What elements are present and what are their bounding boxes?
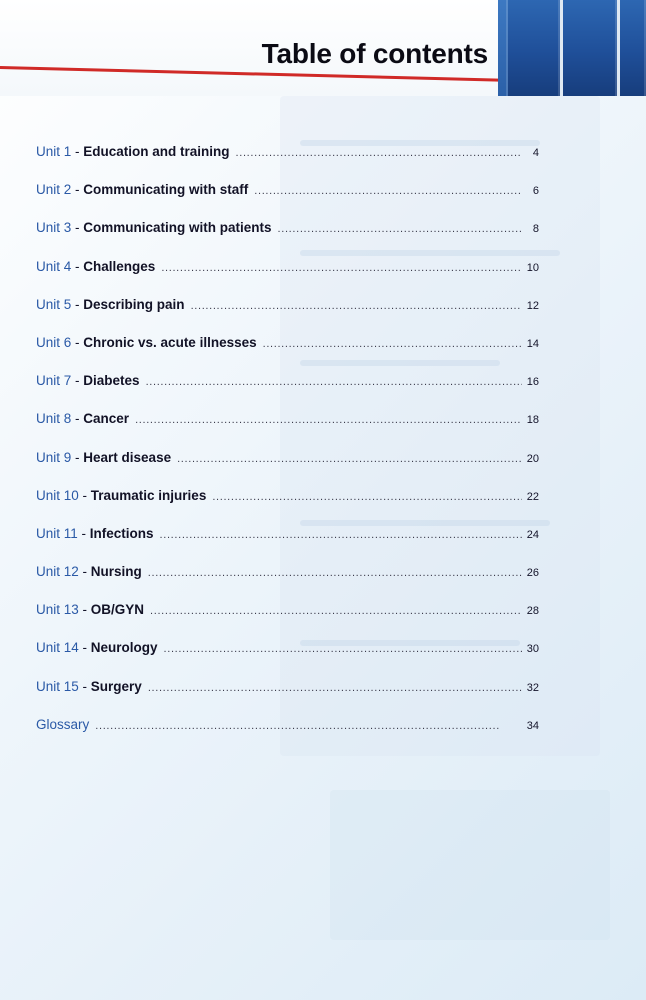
toc-separator: -	[71, 334, 84, 350]
toc-leader-dots	[148, 567, 522, 579]
toc-separator: -	[78, 564, 91, 580]
toc-topic: Communicating with patients	[83, 220, 272, 236]
toc-entry-glossary[interactable]	[36, 717, 539, 755]
toc-entry[interactable]	[36, 373, 539, 411]
toc-page-number: 18	[526, 414, 539, 427]
header-tab-decoration	[620, 0, 646, 96]
toc-leader-dots	[212, 491, 522, 503]
toc-separator: -	[78, 640, 91, 656]
toc-page-number: 10	[526, 261, 539, 274]
toc-topic: Education and training	[83, 144, 230, 159]
toc-entry[interactable]	[36, 297, 539, 335]
toc-separator: -	[71, 182, 84, 198]
background-art	[330, 790, 610, 940]
toc-topic: Surgery	[90, 678, 142, 694]
toc-entry[interactable]	[36, 640, 539, 678]
toc-separator: -	[71, 296, 84, 312]
toc-page-number: 24	[526, 528, 539, 541]
toc-topic: Describing pain	[83, 296, 185, 312]
toc-unit-label: Unit 5	[36, 296, 72, 312]
toc-list	[36, 144, 539, 755]
toc-page-number: 16	[526, 376, 539, 389]
toc-unit-label: Unit 10	[36, 487, 79, 503]
toc-page-number: 32	[526, 681, 539, 694]
toc-entry[interactable]	[36, 220, 539, 258]
toc-unit-label: Unit 1	[36, 144, 72, 159]
toc-page-number: 22	[526, 490, 539, 503]
toc-leader-dots	[191, 300, 522, 312]
toc-entry[interactable]	[36, 679, 539, 717]
toc-leader-dots	[236, 147, 522, 159]
toc-leader-dots	[177, 453, 522, 465]
toc-unit-label: Unit 9	[36, 449, 72, 465]
toc-topic: Heart disease	[83, 449, 172, 465]
toc-separator: -	[71, 373, 84, 389]
toc-entry[interactable]	[36, 411, 539, 449]
toc-topic: Neurology	[90, 640, 158, 656]
toc-entry[interactable]	[36, 182, 539, 220]
toc-page-number: 6	[532, 185, 539, 198]
toc-page-number: 26	[526, 567, 539, 580]
toc-topic: Infections	[89, 525, 154, 541]
toc-leader-dots	[148, 682, 522, 694]
toc-page-number: 30	[526, 643, 539, 656]
toc-topic: Cancer	[83, 411, 130, 427]
toc-separator: -	[71, 449, 84, 465]
toc-leader-dots	[146, 376, 522, 388]
header-tab-decoration	[563, 0, 617, 96]
toc-page-number: 4	[532, 147, 539, 159]
header-tab-decoration	[508, 0, 560, 96]
toc-leader-dots	[254, 185, 522, 197]
toc-separator: -	[71, 258, 84, 274]
toc-leader-dots	[161, 262, 522, 274]
toc-entry[interactable]	[36, 488, 539, 526]
toc-topic: Nursing	[90, 564, 142, 580]
toc-leader-dots	[95, 720, 522, 732]
toc-leader-dots	[135, 414, 522, 426]
toc-separator: -	[71, 144, 84, 159]
toc-entry[interactable]	[36, 144, 539, 182]
toc-entry[interactable]	[36, 602, 539, 640]
toc-unit-label: Glossary	[36, 716, 90, 732]
toc-page-number: 14	[526, 337, 539, 350]
toc-unit-label: Unit 3	[36, 220, 72, 236]
toc-topic: Traumatic injuries	[90, 487, 207, 503]
toc-separator: -	[71, 411, 84, 427]
toc-unit-label: Unit 12	[36, 564, 79, 580]
toc-separator: -	[77, 525, 90, 541]
toc-unit-label: Unit 4	[36, 258, 72, 274]
header-tab-decoration	[498, 0, 508, 96]
toc-topic: Diabetes	[83, 373, 140, 389]
toc-topic: Chronic vs. acute illnesses	[83, 334, 257, 350]
toc-entry[interactable]	[36, 450, 539, 488]
toc-separator: -	[78, 678, 91, 694]
toc-topic: Communicating with staff	[83, 182, 249, 198]
toc-entry[interactable]	[36, 259, 539, 297]
toc-separator: -	[78, 487, 91, 503]
toc-page-number: 20	[526, 452, 539, 465]
toc-page-number: 12	[526, 299, 539, 312]
toc-leader-dots	[160, 529, 522, 541]
toc-unit-label: Unit 11	[36, 525, 78, 541]
toc-unit-label: Unit 8	[36, 411, 72, 427]
toc-separator: -	[71, 220, 84, 236]
toc-leader-dots	[278, 223, 522, 235]
toc-unit-label: Unit 7	[36, 373, 72, 389]
toc-page-number: 34	[526, 719, 539, 732]
toc-topic: Challenges	[83, 258, 156, 274]
toc-entry[interactable]	[36, 526, 539, 564]
toc-unit-label: Unit 13	[36, 602, 79, 618]
toc-unit-label: Unit 2	[36, 182, 72, 198]
toc-leader-dots	[164, 643, 522, 655]
toc-leader-dots	[150, 605, 522, 617]
toc-leader-dots	[263, 338, 522, 350]
toc-entry[interactable]	[36, 335, 539, 373]
page-title: Table of contents	[261, 38, 488, 69]
toc-unit-label: Unit 14	[36, 640, 79, 656]
toc-unit-label: Unit 15	[36, 678, 79, 694]
toc-page-number: 8	[532, 223, 539, 236]
toc-separator: -	[78, 602, 91, 618]
toc-page-number: 28	[526, 605, 539, 618]
toc-topic: OB/GYN	[90, 602, 145, 618]
toc-unit-label: Unit 6	[36, 334, 72, 350]
toc-entry[interactable]	[36, 564, 539, 602]
